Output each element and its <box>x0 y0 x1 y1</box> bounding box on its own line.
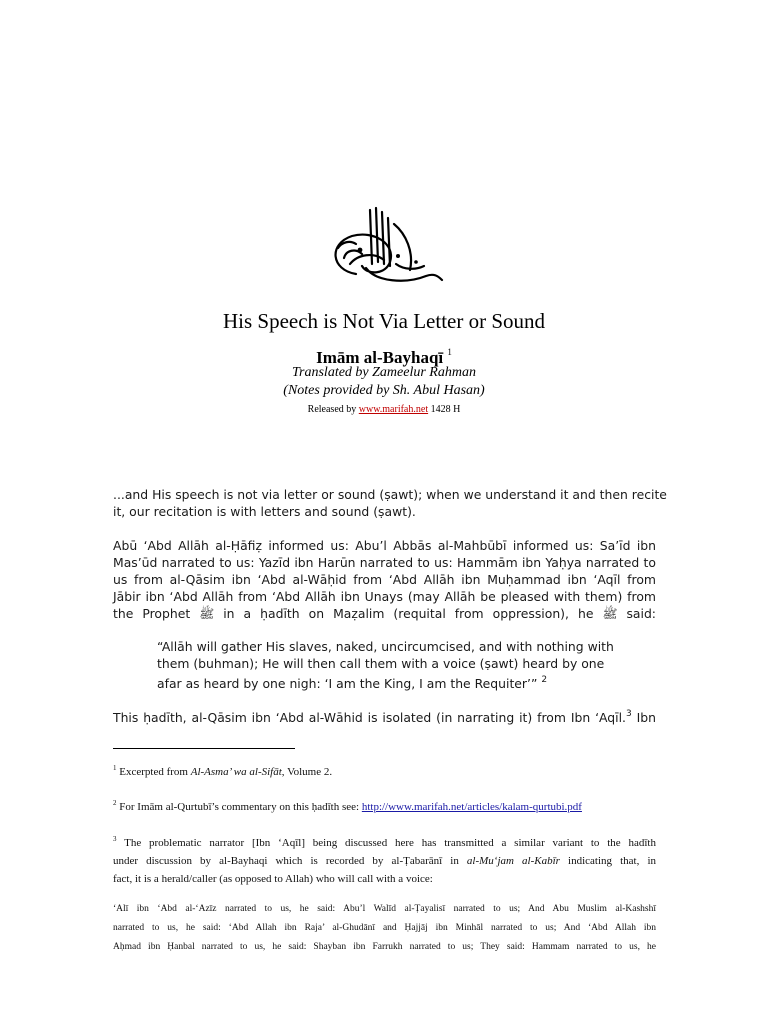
paragraph-isolated <box>113 706 656 726</box>
footnote-work: Al-Asma’ wa al-Sifāt <box>190 766 282 778</box>
text-line: Mas’ūd narrated to us: Yazīd ibn Harūn narrated to us: Hammām ibn Yaḥya narrated to <box>113 555 656 570</box>
qurtubi-article-link[interactable]: http://www.marifah.net/articles/kalam-qurtubi.pdf <box>361 801 582 813</box>
paragraph-intro <box>113 486 667 520</box>
release-line <box>0 403 768 416</box>
marifah-link[interactable]: www.marifah.net <box>358 404 429 415</box>
footnote-3-continued <box>113 900 656 957</box>
footnote-number: 1 <box>113 764 117 772</box>
text-line: ...and His speech is not via letter or sound (ṣawt); when we understand it and then recite <box>113 487 667 502</box>
footnote-text: indicating that, in <box>559 855 656 867</box>
footnote-ref[interactable]: 3 <box>626 709 632 719</box>
text-line: narrated to us, he said: ‘Abd Allah ibn Raja’ al-Ghudānī and Ḥajjāj ibn Minhāl narrated to us; And ‘Abd Allah ibn <box>113 923 656 933</box>
text-line: us from al-Qāsim ibn ‘Abd al-Wāḥid from ‘Abd Allāh ibn Muḥammad ibn ‘Aqīl from <box>113 572 656 587</box>
text-line: Abū ‘Abd Allāh al-Ḥāfiẓ informed us: Abu’l Abbās al-Mahbūbī informed us: Sa’īd ibn <box>113 538 656 553</box>
text-line: the Prophet ﷺ in a ḥadīth on Maẓalim (requital from oppression), he ﷺ said: <box>113 606 656 621</box>
translator-line: Translated by Zameelur Rahman <box>292 365 476 380</box>
text-line <box>113 830 656 852</box>
text-line: “Allāh will gather His slaves, naked, uncircumcised, and with nothing with <box>157 639 614 654</box>
footnote-divider <box>113 748 295 749</box>
text-line <box>157 672 627 692</box>
footnote-2 <box>113 794 656 816</box>
footnote-text: For Imām al-Qurtubī’s commentary on this ḥadīth see: <box>119 801 362 813</box>
release-prefix: Released by <box>307 404 359 415</box>
text-span: Ibn <box>631 710 656 725</box>
text-line: fact, it is a herald/caller (as opposed to Allah) who will call with a voice: <box>113 873 433 885</box>
text-line: Aḥmad ibn Ḥanbal narrated to us, he said: Shayban ibn Farrukh narrated to us; They said: Hammam narrated to us, he <box>113 942 656 952</box>
footnote-ref[interactable]: 1 <box>447 347 452 357</box>
text-line: them (buhman); He will then call them with a voice (ṣawt) heard by one <box>157 656 605 671</box>
paragraph-isnad <box>113 537 656 622</box>
text-span: This ḥadīth, al-Qāsim ibn ‘Abd al-Wāhid is isolated (in narrating it) from Ibn ‘Aqīl. <box>113 710 626 725</box>
footnote-ref[interactable]: 2 <box>541 675 548 685</box>
text-line <box>113 852 656 870</box>
footnote-work: al-Mu‘jam al-Kabīr <box>466 855 560 867</box>
footnote-text: under discussion by al-Bayhaqi which is recorded by al-Ṭabarānī in <box>113 855 467 867</box>
footnote-text: The problematic narrator [Ibn ‘Aqīl] being discussed here has transmitted a similar variant to the hadīth <box>124 837 656 849</box>
release-suffix: 1428 H <box>428 404 461 415</box>
text-line: Jābir ibn ‘Abd Allāh from ‘Abd Allāh ibn Unays (may Allāh be pleased with them) from <box>113 589 656 604</box>
footnote-3 <box>113 830 656 888</box>
footnote-text: , Volume 2. <box>281 766 333 778</box>
footnote-number: 3 <box>113 835 117 843</box>
notes-line: (Notes provided by Sh. Abul Hasan) <box>283 383 485 398</box>
footnote-1 <box>113 759 656 781</box>
quote-text: afar as heard by one nigh: ‘I am the King, I am the Requiter’” <box>157 676 538 691</box>
text-line: ‘Alī ibn ‘Abd al-‘Azīz narrated to us, he said: Abu’l Walīd al-Ṭayalisī narrated to us; And Abu Muslim al-Kashshī <box>113 904 656 914</box>
footnote-text: Excerpted from <box>119 766 191 778</box>
author-name: Imām al-Bayhaqī <box>316 348 444 367</box>
text-line: it, our recitation is with letters and sound (ṣawt). <box>113 504 416 519</box>
hadith-quote <box>157 638 627 692</box>
document-title: His Speech is Not Via Letter or Sound <box>222 309 546 333</box>
footnote-number: 2 <box>113 799 117 807</box>
bismillah-calligraphy-icon <box>326 204 444 288</box>
